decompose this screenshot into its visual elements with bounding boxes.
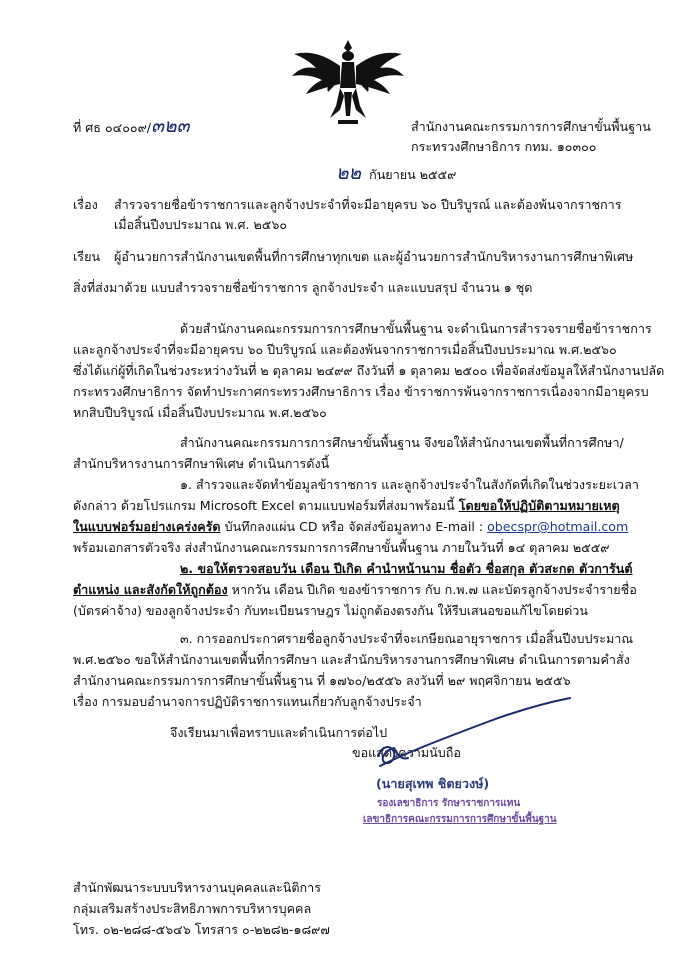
footer-group: กลุ่มเสริมสร้างประสิทธิภาพการบริหารบุคคล (73, 901, 312, 916)
paragraph-1-line: หกสิบปีบริบูรณ์ เมื่อสิ้นปีงบประมาณ พ.ศ.๒๕๖๐ (73, 405, 327, 420)
item-1-text: บันทึกลงแผ่น CD หรือ จัดส่งข้อมูลทาง E-mail : (220, 519, 488, 534)
item-3-line: พ.ศ.๒๕๖๐ ขอให้สำนักงานเขตพื้นที่การศึกษา และสำนักบริหารงานการศึกษาพิเศษ ดำเนินการตามคำสั่ง (73, 652, 630, 667)
date-day-handwritten: ๒๒ (336, 162, 362, 184)
subject-line-2: เมื่อสิ้นปีงบประมาณ พ.ศ. ๒๕๖๐ (114, 217, 288, 232)
subject-label: เรื่อง (73, 197, 98, 212)
closing-text: จึงเรียนมาเพื่อทราบและดำเนินการต่อไป (170, 725, 388, 740)
item-1-line: พร้อมเอกสารตัวจริง ส่งสำนักงานคณะกรรมการการศึกษาขั้นพื้นฐาน ภายในวันที่ ๑๔ ตุลาคม ๒๕๕๙ (73, 540, 610, 555)
document-number-prefix: ที่ ศธ ๐๔๐๐๙/ (73, 120, 152, 135)
document-number-handwritten: ๓๒๓ (151, 115, 190, 137)
regards-text: ขอแสดงความนับถือ (352, 745, 461, 760)
office-address: กระทรวงศึกษาธิการ กทม. ๑๐๓๐๐ (411, 139, 597, 154)
item-1-line (73, 495, 620, 516)
item-2-line (73, 579, 637, 600)
footer-office: สำนักพัฒนาระบบบริหารงานบุคคลและนิติการ (73, 880, 322, 895)
footer-phone: โทร. ๐๒-๒๘๘-๕๖๔๖ โทรสาร ๐-๒๒๘๒-๑๘๙๗ (73, 922, 330, 937)
item-2-line: (บัตรค่าจ้าง) ของลูกจ้างประจำ กับทะเบียนราษฎร ไม่ถูกต้องตรงกัน ให้รีบเสนอขอแก้ไขโดยด่วน (73, 603, 588, 618)
item-3-line: สำนักงานคณะกรรมการการศึกษาขั้นพื้นฐาน ที่ ๑๗๖๐/๒๕๕๖ ลงวันที่ ๒๙ พฤศจิกายน ๒๕๕๖ (73, 673, 571, 688)
item-2-line: ๒. ขอให้ตรวจสอบวัน เดือน ปีเกิด คำนำหน้านาม ชื่อตัว ชื่อสกุล ตัวสะกด ตัวการันต์ (180, 561, 633, 576)
handwritten-signature-icon (350, 696, 590, 776)
email-link[interactable]: obecspr@hotmail.com (487, 519, 629, 534)
item-1-line (73, 516, 628, 537)
document-date (336, 163, 456, 185)
paragraph-1-line: และลูกจ้างประจำที่จะมีอายุครบ ๖๐ ปีบริบูรณ์ และต้องพ้นจากราชการเมื่อสิ้นปีงบประมาณ พ.ศ.๒๕๖๐ (73, 342, 617, 357)
addressee-text: ผู้อำนวยการสำนักงานเขตพื้นที่การศึกษาทุกเขต และผู้อำนวยการสำนักบริหารงานการศึกษาพิเศษ (114, 249, 634, 264)
paragraph-1-line: ซึ่งได้แก่ผู้ที่เกิดในช่วงระหว่างวันที่ ๒ ตุลาคม ๒๔๙๙ ถึงวันที่ ๑ ตุลาคม ๒๕๐๐ เพื่อจัดส่งข้อมูลให้สำนักงานปลัด (73, 363, 665, 378)
paragraph-2-line: สำนักบริหารงานการศึกษาพิเศษ ดำเนินการดังนี้ (73, 456, 330, 471)
paragraph-1-line: กระทรวงศึกษาธิการ จัดทำประกาศกระทรวงศึกษาธิการ เรื่อง ข้าราชการพ้นจากราชการเนื่องจากมีอายุครบ (73, 384, 649, 399)
item-3-line: เรื่อง การมอบอำนาจการปฏิบัติราชการแทนเกี่ยวกับลูกจ้างประจำ (73, 694, 422, 709)
item-1-emphasis: โดยขอให้ปฏิบัติตามหมายเหตุ (458, 498, 620, 513)
paragraph-1-line: ด้วยสำนักงานคณะกรรมการการศึกษาขั้นพื้นฐาน จะดำเนินการสำรวจรายชื่อข้าราชการ (180, 321, 652, 336)
document-number (73, 116, 190, 138)
item-2-text: หากวัน เดือน ปีเกิด ของข้าราชการ กับ ก.พ.๗ และบัตรลูกจ้างประจำรายชื่อ (227, 582, 637, 597)
item-1-line: ๑. สำรวจและจัดทำข้อมูลข้าราชการ และลูกจ้างประจำในสังกัดที่เกิดในช่วงระยะเวลา (180, 477, 639, 492)
signer-name: (นายสุเทพ ชิตยวงษ์) (376, 776, 490, 791)
subject-line-1: สำรวจรายชื่อข้าราชการและลูกจ้างประจำที่จะมีอายุครบ ๖๐ ปีบริบูรณ์ และต้องพ้นจากราชการ (114, 197, 622, 212)
signer-title-1: รองเลขาธิการ รักษาราชการแทน (377, 798, 521, 809)
paragraph-2-line: สำนักงานคณะกรรมการการศึกษาขั้นพื้นฐาน จึงขอให้สำนักงานเขตพื้นที่การศึกษา/ (180, 435, 624, 450)
item-1-emphasis: ในแบบฟอร์มอย่างเคร่งครัด (73, 519, 221, 534)
addressee-label: เรียน (73, 249, 101, 264)
office-name: สำนักงานคณะกรรมการการศึกษาขั้นพื้นฐาน (411, 119, 651, 134)
date-month-year: กันยายน ๒๕๕๙ (369, 167, 457, 182)
signer-title-2: เลขาธิการคณะกรรมการการศึกษาขั้นพื้นฐาน (363, 814, 557, 825)
garuda-emblem-icon (286, 36, 410, 128)
item-3-line: ๓. การออกประกาศรายชื่อลูกจ้างประจำที่จะเกษียณอายุราชการ เมื่อสิ้นปีงบประมาณ (180, 631, 634, 646)
item-1-text: ดังกล่าว ด้วยโปรแกรม Microsoft Excel ตามแบบฟอร์มที่ส่งมาพร้อมนี้ (73, 498, 459, 513)
enclosure-text: สิ่งที่ส่งมาด้วย แบบสำรวจรายชื่อข้าราชการ ลูกจ้างประจำ และแบบสรุป จำนวน ๑ ชุด (73, 280, 533, 295)
item-2-emphasis: ตำแหน่ง และสังกัดให้ถูกต้อง (73, 582, 228, 597)
